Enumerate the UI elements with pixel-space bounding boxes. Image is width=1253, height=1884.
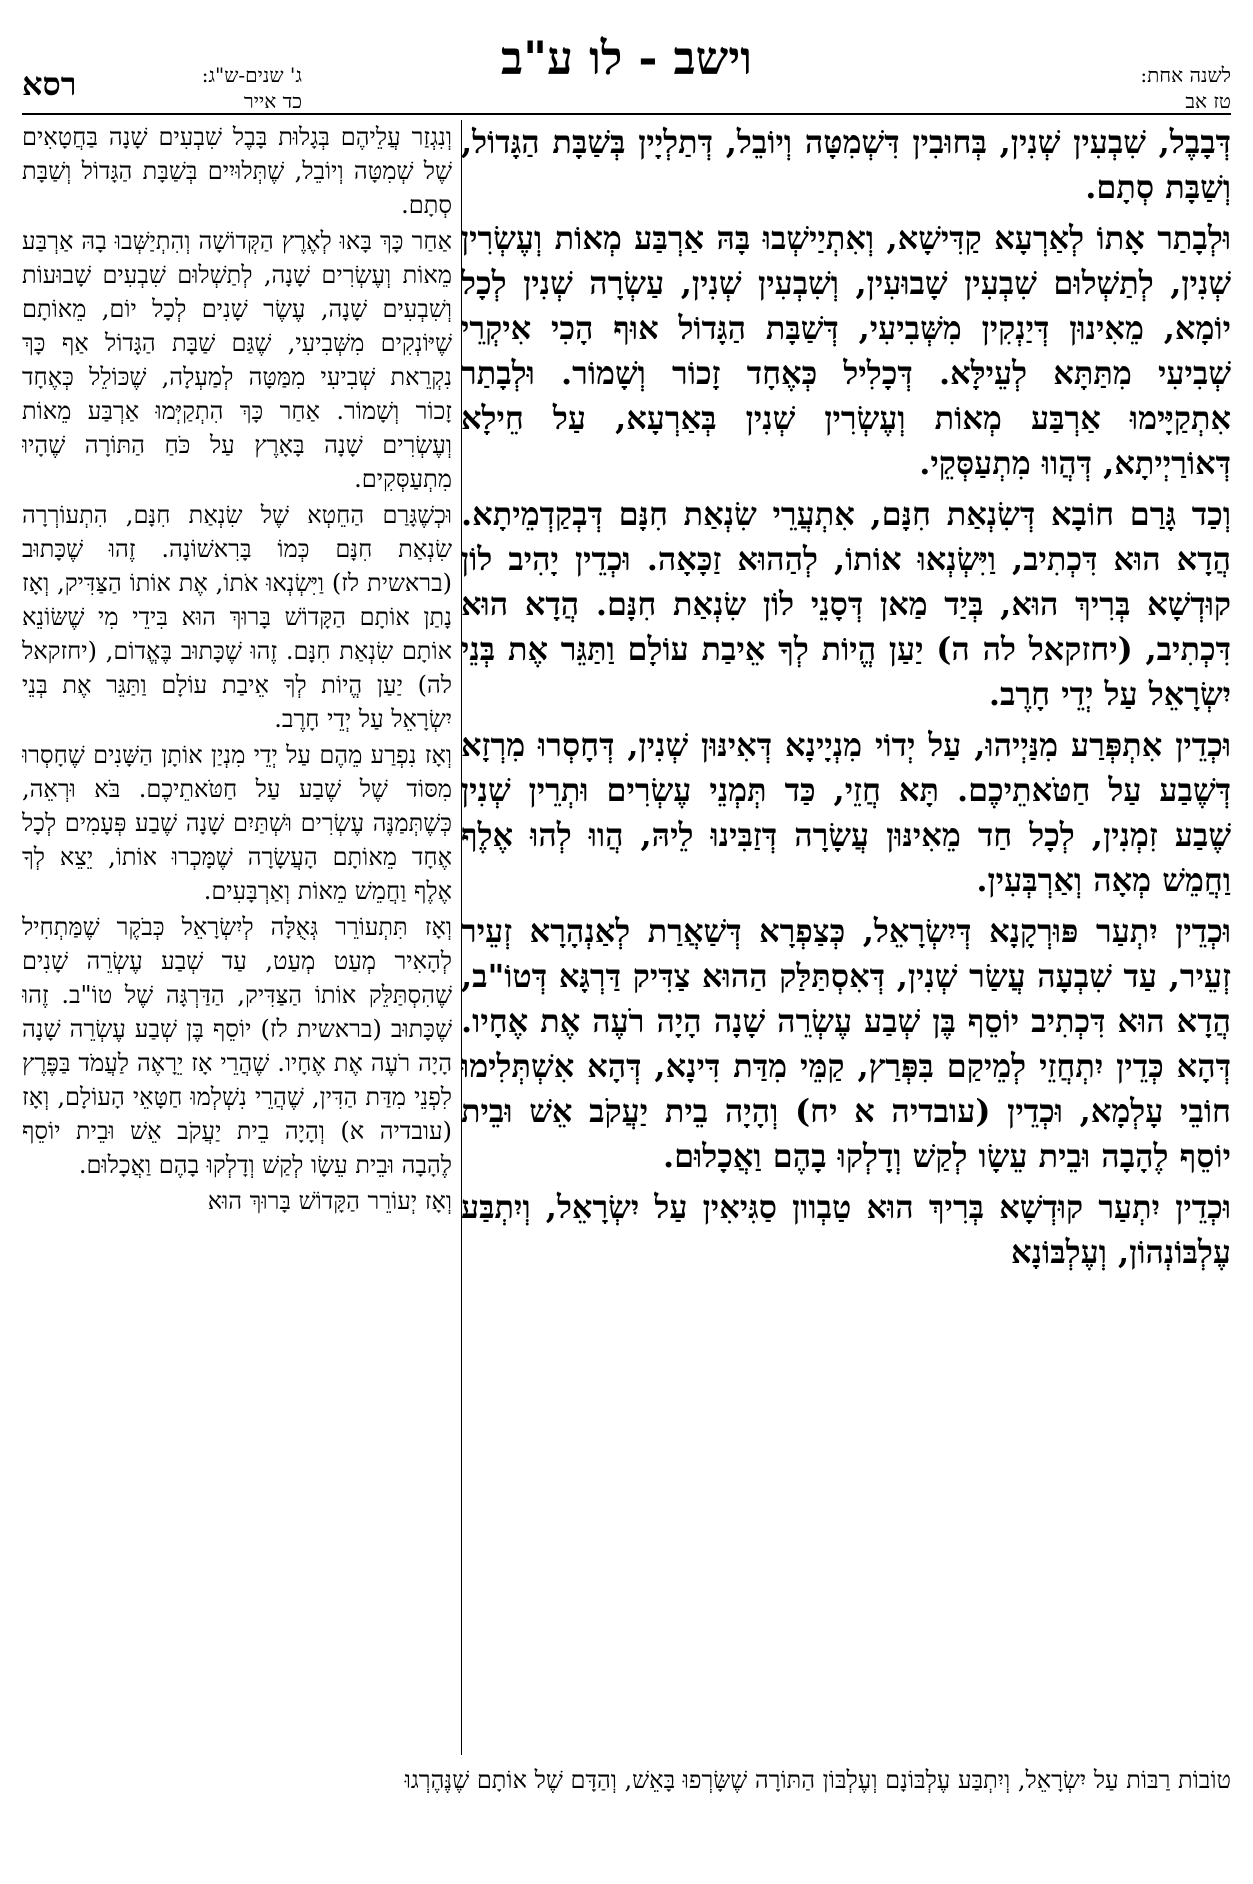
page-number: רסא [22, 65, 77, 103]
main-paragraph: וְכַד גָּרַם חוֹבָא דְּשִׂנְאַת חִנָּם, אִתְעֲרֵי שִׂנְאַת חִנָּם דְּבְקַדְמֵיתָא. הֲדָא הוּא דִּכְתִיב, וַיִּשְׂנְאוּ אוֹתוֹ, לְהַהוּא זַכָּאָה. וּכְדֵין יָהִיב לוֹן קוּדְשָׁא בְּרִיךְ הוּא, בְּיַד מַאן דְּסָנֵי לוֹן שִׂנְאַת חִנָּם. הֲדָא הוּא דִּכְתִיב, (יחזקאל לה ה) יַעַן הֱיוֹת לְךָ אֵיבַת עוֹלָם וַתַּגֵּר אֶת בְּנֵי יִשְׂרָאֵל עַל יְדֵי חָרֶב. [461, 495, 1231, 713]
main-paragraph: וּכְדֵין יִתְעַר קוּדְשָׁא בְּרִיךְ הוּא טַבְוון סַגִּיאִין עַל יִשְׂרָאֵל, וְיִתְבַּע עֶלְבּוֹנְהוֹן, וְעֶלְבּוֹנָא [461, 1188, 1231, 1271]
schedule-one-year-label: לשנה אחת: [1140, 63, 1231, 87]
commentary-paragraph: וְאָז נִפְרַע מֵהֶם עַל יְדֵי מִנְיַן אוֹתָן הַשָּׁנִים שֶׁחָסְרוּ מִסּוֹד שֶׁל שֶׁבַע עַל חַטֹּאתֵיכֶם. בֹּא וּרְאֵה, כְּשֶׁתְּמַנֶּה עֶשְׂרִים וּשְׁתַּיִם שָׁנָה שֶׁבַע פְּעָמִים לְכָל אֶחָד מֵאוֹתָם הָעֲשָׂרָה שֶׁמָּכְרוּ אוֹתוֹ, יֵצֵא לְךָ אֶלֶף וַחֲמֵשׁ מֵאוֹת וְאַרְבָּעִים. [22, 741, 452, 905]
commentary-paragraph: וְנִגְזַר עֲלֵיהֶם בְּגָלוּת בָּבֶל שִׁבְעִים שָׁנָה בַּחֲטָאִים שֶׁל שְׁמִטָּה וְיוֹבֵל, שֶׁתְּלוּיִים בְּשַׁבָּת הַגָּדוֹל וְשַׁבָּת סְתָם. [22, 123, 452, 219]
main-paragraph: וּכְדֵין אִתְפְּרַע מִנַּיְיהוּ, עַל יְדוֹי מִנְיָינָא דְּאִינּוּן שְׁנִין, דְּחָסְרוּ מִרְזָא דְּשֶׁבַע עַל חַטֹּאתֵיכֶם. תָּא חֲזֵי, כַּד תְּמְנֵי עֶשְׂרִים וּתְרֵין שְׁנִין שֶׁבַע זִמְנִין, לְכָל חַד מֵאִינּוּן עֲשָׂרָה דְּזַבִּינוּ לֵיהּ, הֲווּ לְהוּ אֶלֶף וַחֲמֵשׁ מְאָה וְאַרְבְּעִין. [461, 726, 1231, 899]
column-divider [461, 120, 462, 1755]
commentary-paragraph: וְאָז תִּתְעוֹרֵר גְּאֻלָּה לְיִשְׂרָאֵל כְּבֹקֶר שֶׁמַּתְחִיל לְהָאִיר מְעַט מְעַט, עַד שְׁבַע עֶשְׂרֵה שָׁנִים שֶׁהִסְתַּלֵּק אוֹתוֹ הַצַּדִּיק, הַדַּרְגָּה שֶׁל טוֹ"ב. זֶהוּ שֶׁכָּתוּב (בראשית לז) יוֹסֵף בֶּן שְׁבַע עֶשְׂרֵה שָׁנָה הָיָה רֹעֶה אֶת אֶחָיו. שֶׁהֲרֵי אָז יֵרָאֶה לַעֲמֹד בַּפֶּרֶץ לִפְנֵי מִדַּת הַדִּין, שֶׁהֲרֵי נִשְׁלְמוּ חַטָּאֵי הָעוֹלָם, וְאָז (עובדיה א) וְהָיָה בֵית יַעֲקֹב אֵשׁ וּבֵית יוֹסֵף לֶהָבָה וּבֵית עֵשָׂו לְקַשׁ וְדָלְקוּ בָהֶם וַאֲכָלוּם. [22, 913, 452, 1179]
main-paragraph: וּלְבָתַר אָתוֹ לְאַרְעָא קַדִּישָׁא, וְאִתְיַישְׁבוּ בָּהּ אַרְבַּע מְאוֹת וְעֶשְׂרִין שְׁנִין, לְתַשְׁלוּם שִׁבְעִין שָׁבוּעִין, וְשִׁבְעִין שְׁנִין, עַשְׂרָה שְׁנִין לְכָל יוֹמָא, מֵאִינוּן דְּיַנְקִין מִשְּׁבִיעִי, דְּשַׁבָּת הַגָּדוֹל אוּף הָכִי אִיקְרֵי שְׁבִיעִי מִתַּתָּא לְעֵילָּא. דְּכָלִיל כְּאֶחָד זָכוֹר וְשָׁמוֹר. וּלְבָתַר אִתְקַיָּימוּ אַרְבַּע מְאוֹת וְעֶשְׂרִין שְׁנִין בְּאַרְעָא, עַל חֵילָא דְּאוֹרַיְיתָא, דְּהֲווּ מִתְעַסְּקֵי. [461, 219, 1231, 482]
main-text-column [461, 120, 1231, 1755]
commentary-paragraph: וּכְשֶׁגָּרַם הַחֵטְא שֶׁל שִׂנְאַת חִנָּם, הִתְעוֹרְרָה שִׂנְאַת חִנָּם כְּמוֹ בָּרִאשׁוֹנָה. זֶהוּ שֶׁכָּתוּב (בראשית לז) וַיִּשְׂנְאוּ אֹתוֹ, אֶת אוֹתוֹ הַצַּדִּיק, וְאָז נָתַן אוֹתָם הַקָּדוֹשׁ בָּרוּךְ הוּא בִּידֵי מִי שֶׁשּׂוֹנֵא אוֹתָם שִׂנְאַת חִנָּם. זֶהוּ שֶׁכָּתוּב בֶּאֱדוֹם, (יחזקאל לה) יַעַן הֱיוֹת לְךָ אֵיבַת עוֹלָם וַתַּגֵּר אֶת בְּנֵי יִשְׂרָאֵל עַל יְדֵי חָרֶב. [22, 501, 452, 733]
header-divider [22, 113, 1231, 115]
schedule-three-year [92, 62, 302, 114]
schedule-three-year-label: ג' שנים-ש"ג: [201, 63, 302, 87]
schedule-one-year [1031, 62, 1231, 114]
main-paragraph: דְּבָבֶל, שִׁבְעִין שְׁנִין, בְּחוּבִין דִּשְׁמִטָּה וְיוֹבֵל, דְּתַלְיָין בְּשַׁבָּת הַגָּדוֹל, וְשַׁבָּת סְתָם. [461, 123, 1231, 206]
schedule-one-year-date: טז אב [1185, 89, 1231, 113]
main-paragraph: וּכְדֵין יִתְעַר פּוּרְקָנָא דְּיִשְׂרָאֵל, כְּצַפְרָא דְּשַׁאֲרַת לְאַנְהָרָא זְעֵיר זְעֵיר, עַד שִׁבְעָה עֲשַׂר שְׁנִין, דְּאִסְתַּלַּק הַהוּא צַדִּיק דַּרְגָּא דְּטוֹ"ב, הֲדָא הוּא דִּכְתִיב יוֹסֵף בֶּן שְׁבַע עֶשְׂרֵה שָׁנָה הָיָה רֹעֶה אֶת אֶחָיו. דְּהָא כְּדֵין יִתְחֲזֵי לְמֵיקַם בִּפְּרַץ, קַמֵּי מִדַּת דִּינָא, דְּהָא אִשְׁתְּלִימוּ חוֹבֵי עָלְמָא, וּכְדֵין (עובדיה א יח) וְהָיָה בֵית יַעֲקֹב אֵשׁ וּבֵית יוֹסֵף לֶהָבָה וּבֵית עֵשָׂו לְקַשׁ וְדָלְקוּ בָהֶם וַאֲכָלוּם. [461, 912, 1231, 1175]
commentary-paragraph: אַחַר כָּךְ בָּאוּ לְאֶרֶץ הַקְּדוֹשָׁה וְהִתְיַשְּׁבוּ בָהּ אַרְבַּע מֵאוֹת וְעֶשְׂרִים שָׁנָה, לְתַשְׁלוּם שִׁבְעִים שָׁבוּעוֹת וְשִׁבְעִים שָׁנָה, עֶשֶׂר שָׁנִים לְכָל יוֹם, מֵאוֹתָם שֶׁיּוֹנְקִים מִשְּׁבִיעִי, שֶׁגַּם שַׁבָּת הַגָּדוֹל אַף כָּךְ נִקְרֵאת שְׁבִיעִי מִמַּטָּה לְמַעְלָה, שֶׁכּוֹלֵל כְּאֶחָד זָכוֹר וְשָׁמוֹר. אַחַר כָּךְ הִתְקַיְּמוּ אַרְבַּע מֵאוֹת וְעֶשְׂרִים שָׁנָה בָּאָרֶץ עַל כֹּחַ הַתּוֹרָה שֶׁהָיוּ מִתְעַסְּקִים. [22, 227, 452, 493]
commentary-paragraph: וְאָז יְעוֹרֵר הַקָּדוֹשׁ בָּרוּךְ הוּא [207, 1187, 452, 1215]
page-title: וישב - לו ע"ב [500, 31, 753, 85]
continuation-line: טוֹבוֹת רַבּוֹת עַל יִשְׂרָאֵל, וְיִתְבַּע עֶלְבּוֹנָם וְעֶלְבּוֹן הַתּוֹרָה שֶׁשָּׂרְפוּ בָּאֵשׁ, וְהַדָּם שֶׁל אוֹתָם שֶׁנֶּהֶרְגוּ [404, 1766, 1231, 1794]
schedule-three-year-date: כד אייר [243, 89, 302, 113]
commentary-column [22, 120, 452, 1755]
